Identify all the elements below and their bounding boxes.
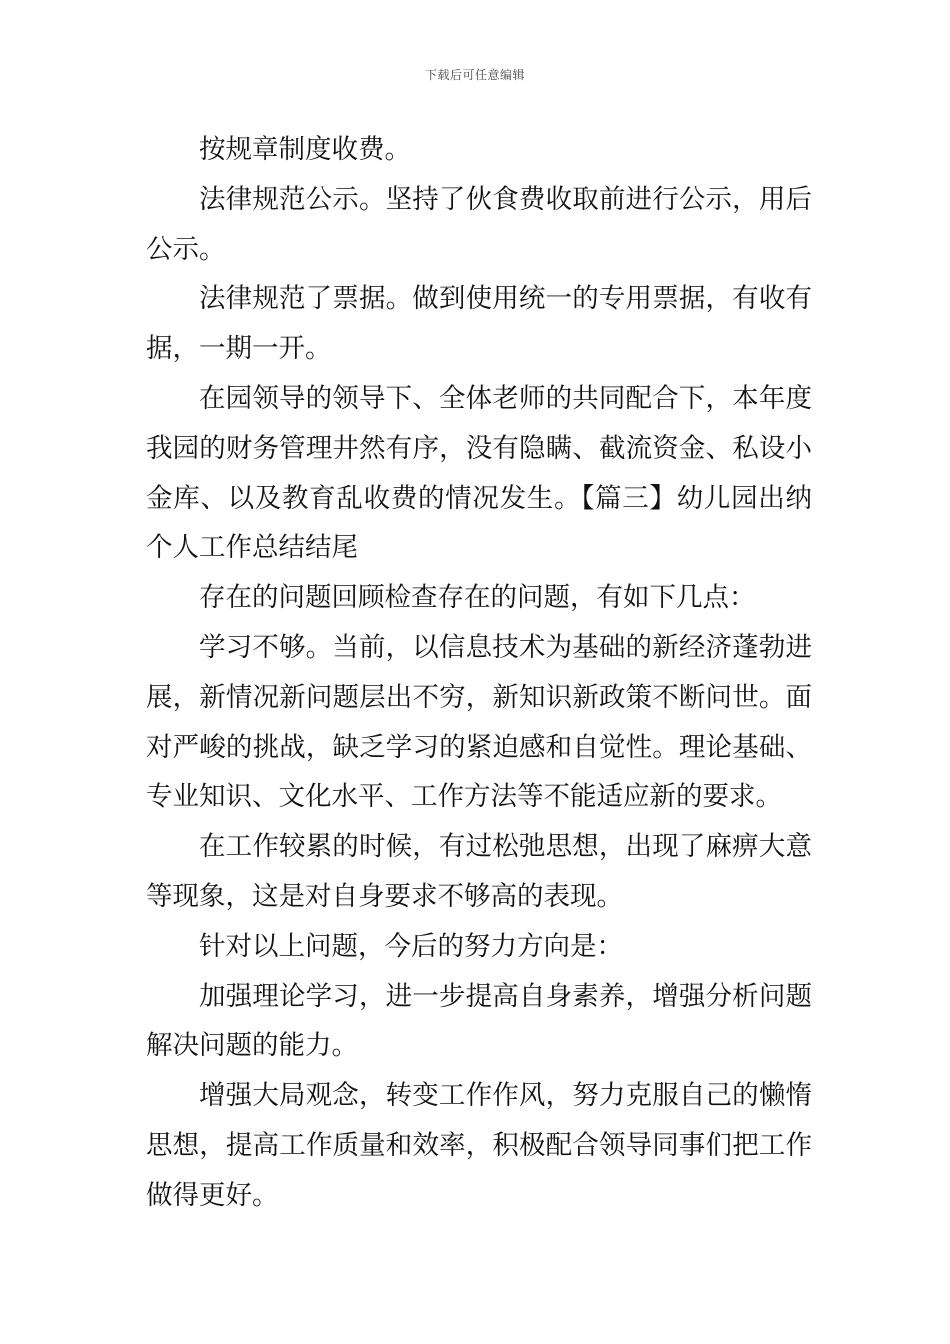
paragraph-6: 学习不够。当前，以信息技术为基础的新经济蓬勃进展，新情况新问题层出不穷，新知识新政策不断问世。面对严峻的挑战，缺乏学习的紧迫感和自觉性。理论基础、专业知识、文化水平、工作方法等不能适应新的要求。 xyxy=(146,631,812,813)
paragraph-4: 在园领导的领导下、全体老师的共同配合下，本年度我园的财务管理井然有序，没有隐瞒、截流资金、私设小金库、以及教育乱收费的情况发生。【篇三】幼儿园出纳个人工作总结结尾 xyxy=(146,382,812,564)
paragraph-7: 在工作较累的时候，有过松弛思想，出现了麻痹大意等现象，这是对自身要求不够高的表现。 xyxy=(146,831,812,912)
paragraph-9: 加强理论学习，进一步提高自身素养，增强分析问题解决问题的能力。 xyxy=(146,980,812,1062)
document-body xyxy=(146,125,812,1221)
paragraph-10: 增强大局观念，转变工作作风，努力克服自己的懒惰思想，提高工作质量和效率，积极配合领导同事们把工作做得更好。 xyxy=(146,1080,812,1211)
paragraph-5: 存在的问题回顾检查存在的问题，有如下几点： xyxy=(199,582,756,614)
paragraph-2: 法律规范公示。坚持了伙食费收取前进行公示，用后公示。 xyxy=(146,183,812,265)
paragraph-8: 针对以上问题，今后的努力方向是： xyxy=(199,930,623,962)
paragraph-3: 法律规范了票据。做到使用统一的专用票据，有收有据，一期一开。 xyxy=(146,283,812,365)
paragraph-1: 按规章制度收费。 xyxy=(199,134,411,165)
page-header: 下载后可任意编辑 xyxy=(424,68,525,82)
